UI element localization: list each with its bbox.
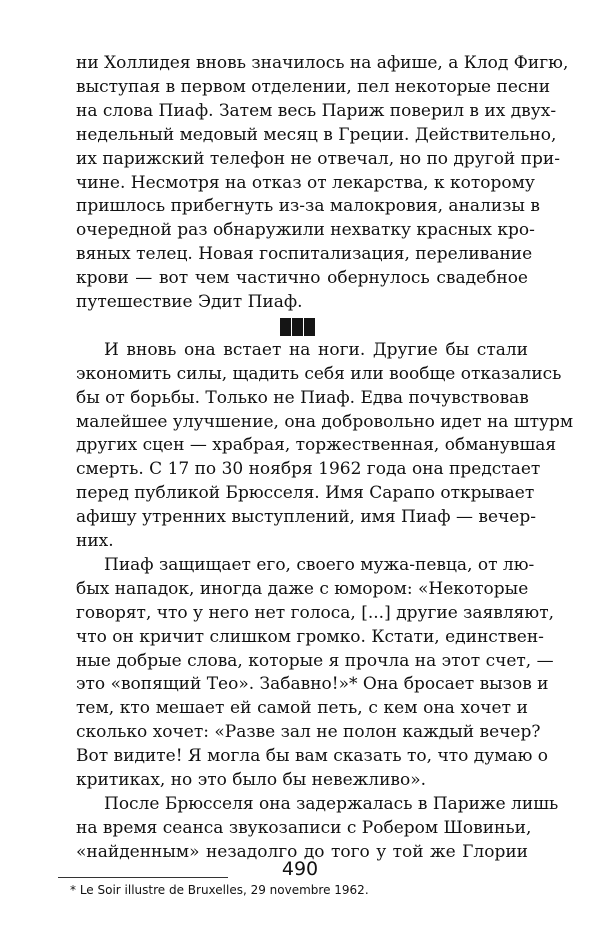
- text-line: них.: [76, 531, 114, 551]
- text-line: Пиаф защищает его, своего мужа-певца, от лю-: [104, 554, 535, 575]
- text-line: на время сеанса звукозаписи с Робером Шовиньи,: [76, 817, 532, 838]
- text-line: недельный медовый месяц в Греции. Действительно,: [76, 124, 557, 145]
- text-line: экономить силы, щадить себя или вообще отказались: [76, 363, 562, 384]
- text-line: сколько хочет: «Разве зал не полон каждый вечер?: [76, 722, 541, 743]
- text-line: афишу утренних выступлений, имя Пиаф — вечер-: [76, 507, 536, 528]
- separator-square-icon: [280, 318, 291, 336]
- text-line: пришлось прибегнуть из-за малокровия, анализы в: [76, 196, 540, 217]
- text-line: на слова Пиаф. Затем весь Париж поверил в их двух-: [76, 100, 557, 121]
- text-line: бы от борьбы. Только не Пиаф. Едва почувствовав: [76, 387, 529, 408]
- text-line: чине. Несмотря на отказ от лекарства, к которому: [76, 172, 535, 193]
- text-line: говорят, что у него нет голоса, [...] другие заявляют,: [76, 602, 555, 623]
- page-number: 490: [281, 858, 319, 880]
- text-line: очередной раз обнаружили нехватку красных кро-: [76, 220, 535, 241]
- text-line: тем, кто мешает ей самой петь, с кем она хочет и: [76, 698, 528, 719]
- text-line: бых нападок, иногда даже с юмором: «Некоторые: [76, 578, 529, 599]
- text-line: путешествие Эдит Пиаф.: [76, 292, 303, 312]
- text-line: выступая в первом отделении, пел некоторые песни: [76, 76, 551, 97]
- separator-square-icon: [304, 318, 315, 336]
- footnote: * Le Soir illustre de Bruxelles, 29 novembre 1962.: [70, 882, 369, 897]
- text-line: малейшее улучшение, она добровольно идет на штурм: [76, 411, 574, 432]
- text-line: их парижский телефон не отвечал, но по другой при-: [76, 148, 560, 169]
- text-line: После Брюсселя она задержалась в Париже лишь: [104, 793, 559, 814]
- text-line: вяных телец. Новая госпитализация, переливание: [76, 244, 533, 265]
- text-line: И вновь она встает на ноги. Другие бы стали: [104, 339, 528, 360]
- text-line: ные добрые слова, которые я прочла на этот счет, —: [76, 650, 554, 671]
- text-line: что он кричит слишком громко. Кстати, единствен-: [76, 626, 544, 647]
- text-line: ни Холлидея вновь значилось на афише, а Клод Фигю,: [76, 53, 569, 73]
- text-line: это «вопящий Тео». Забавно!»* Она бросает вызов и: [76, 674, 549, 695]
- text-line: перед публикой Брюсселя. Имя Сарапо открывает: [76, 483, 535, 504]
- text-line: крови — вот чем частично обернулось свадебное: [76, 268, 528, 289]
- text-line: критиках, но это было бы невежливо».: [76, 770, 427, 790]
- separator-square-icon: [292, 318, 303, 336]
- section-separator: [280, 318, 315, 336]
- text-line: других сцен — храбрая, торжественная, обманувшая: [76, 435, 557, 456]
- text-line: Вот видите! Я могла бы вам сказать то, что думаю о: [76, 746, 549, 767]
- text-line: смерть. С 17 по 30 ноября 1962 года она предстает: [76, 459, 541, 480]
- text-line: «найденным» незадолго до того у той же Глории: [76, 841, 528, 862]
